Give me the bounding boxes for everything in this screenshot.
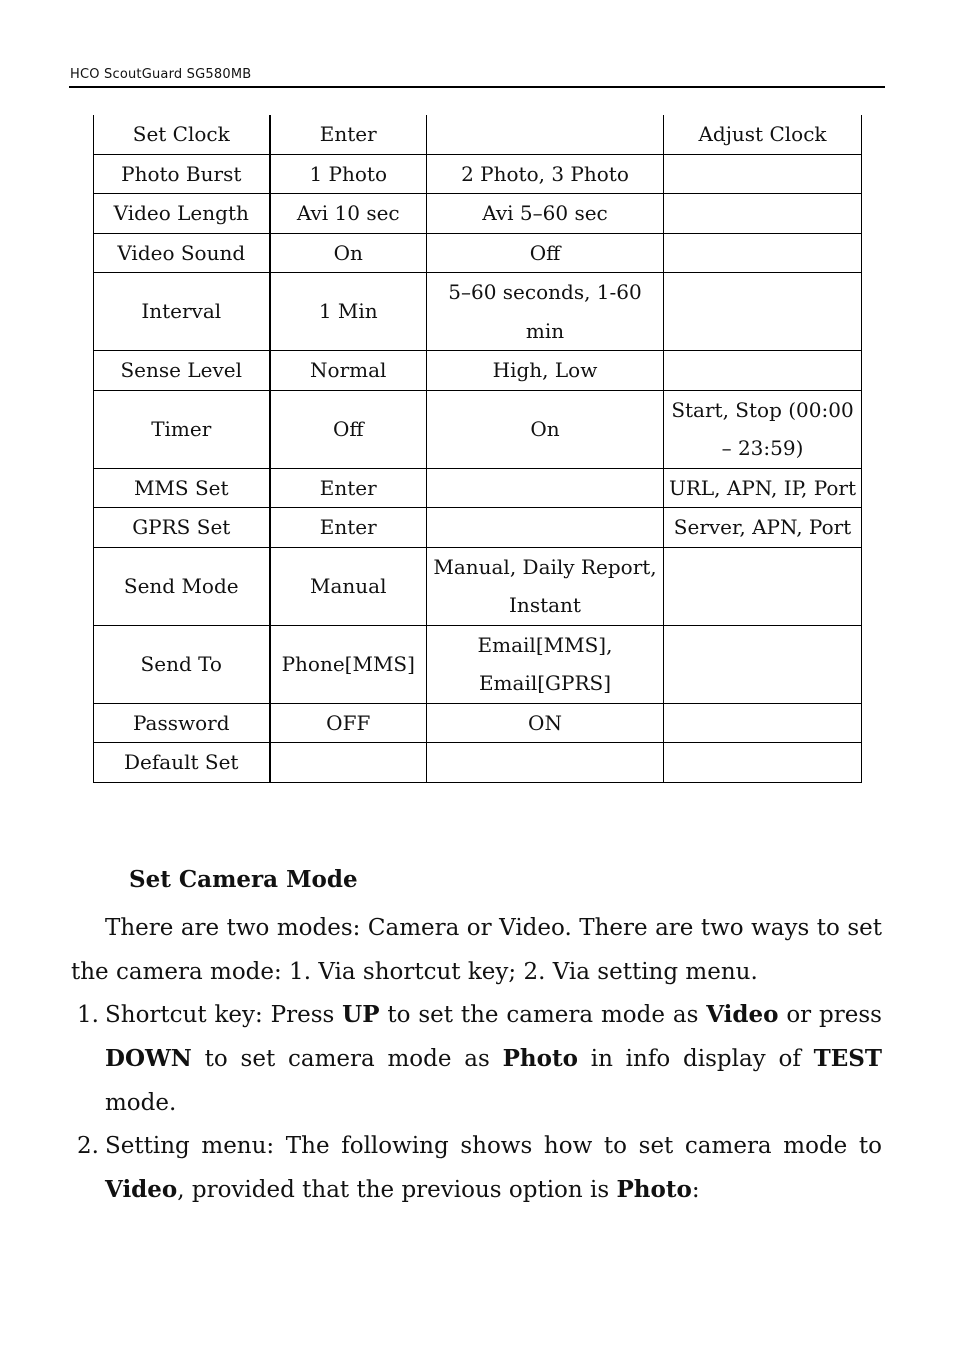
item-text: or press [778, 1002, 882, 1028]
setting-name: Photo Burst [94, 154, 270, 194]
table-row [94, 194, 862, 234]
setting-options: On [427, 390, 664, 468]
setting-name: Video Sound [94, 233, 270, 273]
list-item-shortcut-key [105, 993, 882, 1125]
table-row [94, 743, 862, 783]
setting-name: Sense Level [94, 351, 270, 391]
table-row [94, 233, 862, 273]
item-text: mode. [105, 1090, 177, 1116]
table-row [94, 154, 862, 194]
list-number: 2. [77, 1133, 99, 1159]
setting-options: Manual, Daily Report, Instant [427, 547, 664, 625]
intro-paragraph: There are two modes: Camera or Video. There are two ways to set the camera mode: 1. Via shortcut key; 2. Via setting menu. [71, 915, 882, 985]
setting-default: 1 Min [270, 273, 427, 351]
setting-options: Email[MMS], Email[GPRS] [427, 625, 664, 703]
setting-name: Video Length [94, 194, 270, 234]
setting-options: ON [427, 703, 664, 743]
item-bold-text: UP [342, 1001, 380, 1028]
setting-options [427, 115, 664, 154]
setting-remarks [664, 703, 862, 743]
setting-remarks [664, 194, 862, 234]
table-row [94, 703, 862, 743]
setting-remarks [664, 625, 862, 703]
setting-name: Default Set [94, 743, 270, 783]
item-text: to set the camera mode as [379, 1002, 707, 1028]
settings-table [93, 115, 862, 783]
setting-default: Enter [270, 508, 427, 548]
setting-default: Manual [270, 547, 427, 625]
setting-name: Interval [94, 273, 270, 351]
setting-default [270, 743, 427, 783]
setting-options: 2 Photo, 3 Photo [427, 154, 664, 194]
table-row [94, 351, 862, 391]
setting-remarks [664, 233, 862, 273]
table-row [94, 508, 862, 548]
setting-default: OFF [270, 703, 427, 743]
item-text: in info display of [577, 1046, 814, 1072]
setting-remarks: Start, Stop (00:00 – 23:59) [664, 390, 862, 468]
header-rule [69, 86, 885, 88]
setting-remarks: Adjust Clock [664, 115, 862, 154]
setting-options [427, 508, 664, 548]
setting-default: Avi 10 sec [270, 194, 427, 234]
item-text: to set camera mode as [191, 1046, 503, 1072]
section-title: Set Camera Mode [129, 866, 358, 893]
item-bold-text: Video [105, 1176, 178, 1203]
item-bold-text: TEST [813, 1045, 882, 1072]
setting-remarks [664, 351, 862, 391]
setting-options [427, 468, 664, 508]
table-row [94, 468, 862, 508]
setting-name: MMS Set [94, 468, 270, 508]
item-bold-text: DOWN [105, 1045, 192, 1072]
table-row [94, 115, 862, 154]
setting-default: Off [270, 390, 427, 468]
setting-name: Set Clock [94, 115, 270, 154]
setting-options: Off [427, 233, 664, 273]
setting-name: Send Mode [94, 547, 270, 625]
item-text: , provided that the previous option is [177, 1177, 617, 1203]
setting-remarks: URL, APN, IP, Port [664, 468, 862, 508]
item-text: Shortcut key: Press [105, 1002, 343, 1028]
setting-name: Password [94, 703, 270, 743]
setting-options: 5–60 seconds, 1-60 min [427, 273, 664, 351]
table-row [94, 625, 862, 703]
setting-default: Enter [270, 115, 427, 154]
setting-default: Phone[MMS] [270, 625, 427, 703]
setting-options [427, 743, 664, 783]
item-bold-text: Photo [616, 1176, 692, 1203]
item-bold-text: Video [706, 1001, 779, 1028]
setting-default: On [270, 233, 427, 273]
setting-default: Enter [270, 468, 427, 508]
setting-default: Normal [270, 351, 427, 391]
setting-name: Send To [94, 625, 270, 703]
setting-options: High, Low [427, 351, 664, 391]
setting-name: GPRS Set [94, 508, 270, 548]
page-header: HCO ScoutGuard SG580MB [70, 67, 252, 82]
setting-default: 1 Photo [270, 154, 427, 194]
item-text: Setting menu: The following shows how to set camera mode to [105, 1133, 882, 1159]
list-number: 1. [77, 1002, 99, 1028]
setting-options: Avi 5–60 sec [427, 194, 664, 234]
setting-remarks [664, 154, 862, 194]
item-text: : [691, 1177, 700, 1203]
setting-remarks [664, 547, 862, 625]
list-item-setting-menu [105, 1124, 882, 1212]
table-row [94, 273, 862, 351]
item-bold-text: Photo [502, 1045, 578, 1072]
table-row [94, 547, 862, 625]
table-row [94, 390, 862, 468]
setting-remarks: Server, APN, Port [664, 508, 862, 548]
setting-name: Timer [94, 390, 270, 468]
setting-remarks [664, 273, 862, 351]
setting-remarks [664, 743, 862, 783]
